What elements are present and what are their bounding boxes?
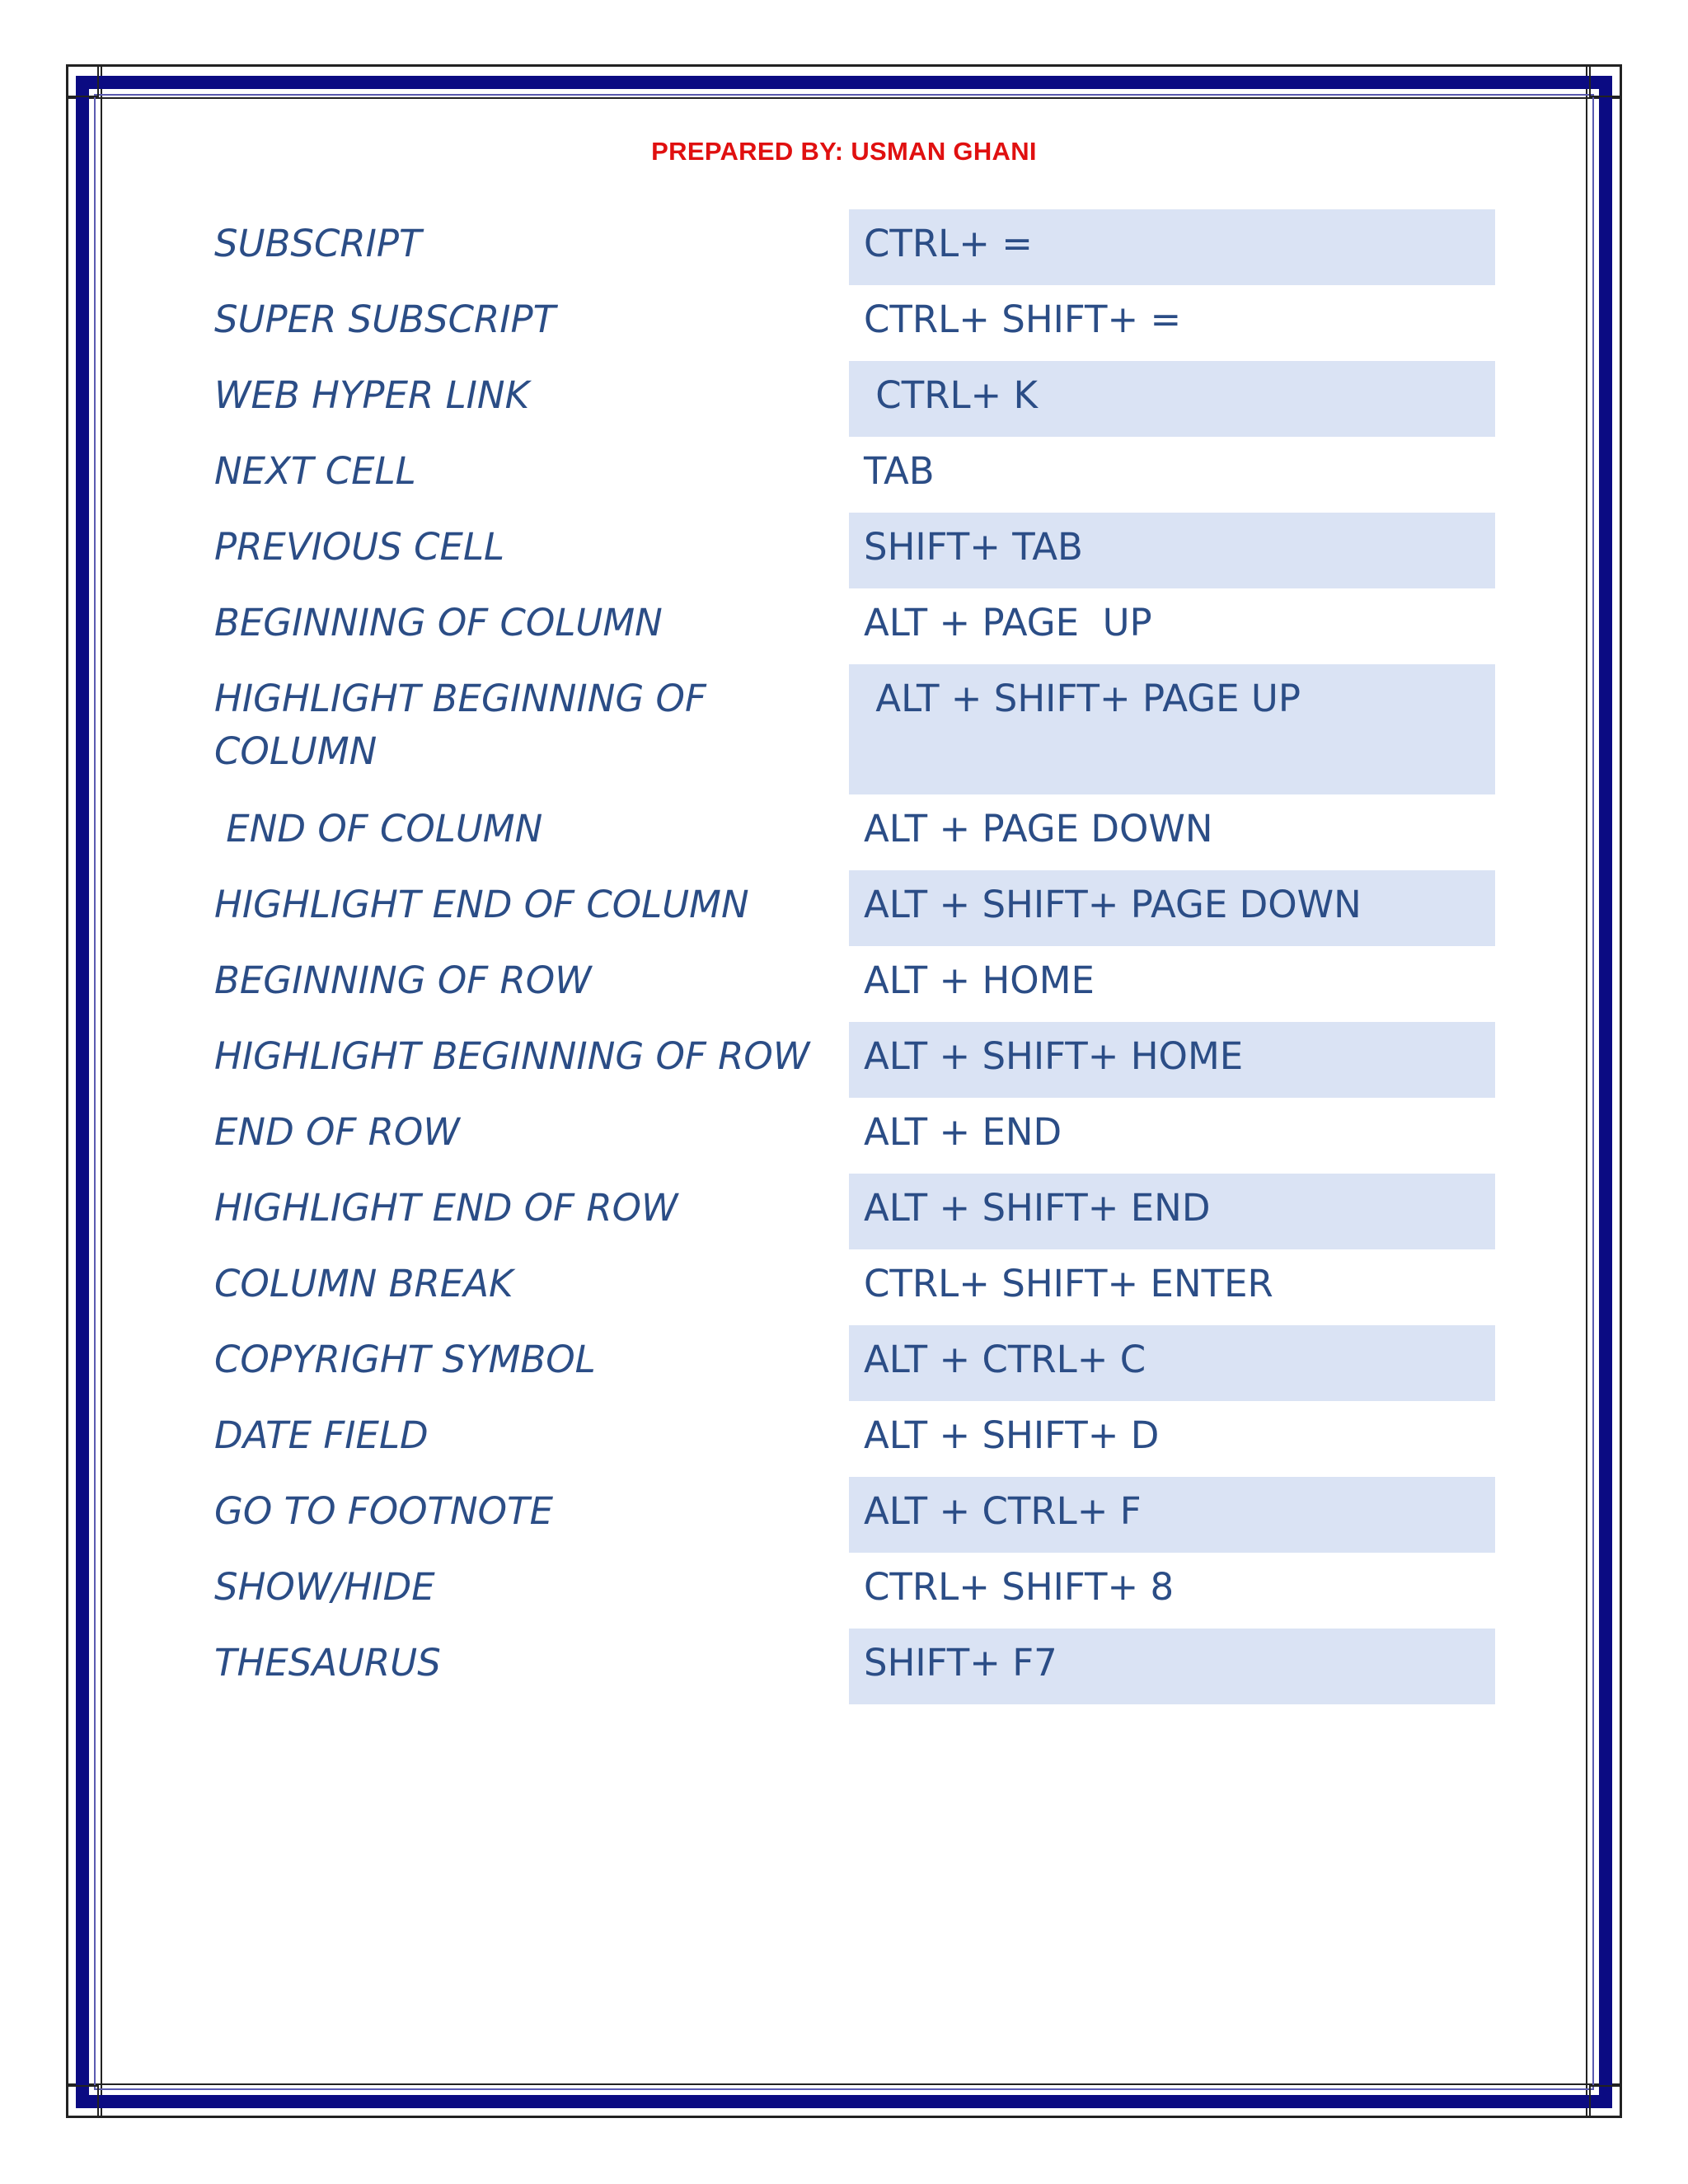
action-label: COLUMN BREAK bbox=[214, 1262, 513, 1305]
action-label: HIGHLIGHT BEGINNING OF ROW bbox=[214, 1034, 810, 1078]
action-label: PREVIOUS CELL bbox=[214, 525, 505, 569]
action-label: COPYRIGHT SYMBOL bbox=[214, 1338, 596, 1381]
table-row bbox=[203, 870, 1495, 946]
border-corner-top-left bbox=[66, 64, 99, 97]
action-label: BEGINNING OF COLUMN bbox=[214, 601, 663, 644]
action-label: GO TO FOOTNOTE bbox=[214, 1489, 554, 1533]
border-corner-bottom-left bbox=[66, 2085, 99, 2118]
table-row bbox=[203, 1249, 1495, 1325]
table-row bbox=[203, 1098, 1495, 1174]
table-row bbox=[203, 588, 1495, 664]
table-row bbox=[203, 1325, 1495, 1401]
shortcut-keys: CTRL+ SHIFT+ ENTER bbox=[864, 1262, 1273, 1305]
table-row bbox=[203, 513, 1495, 588]
action-label: WEB HYPER LINK bbox=[214, 373, 530, 417]
shortcut-keys: ALT + PAGE DOWN bbox=[864, 807, 1213, 851]
shortcut-keys: CTRL+ = bbox=[849, 209, 1495, 285]
shortcut-keys: ALT + SHIFT+ PAGE UP bbox=[849, 664, 1495, 794]
table-row bbox=[203, 946, 1495, 1022]
shortcut-keys: ALT + PAGE UP bbox=[864, 601, 1152, 644]
table-row bbox=[203, 437, 1495, 513]
shortcut-keys: ALT + CTRL+ C bbox=[849, 1325, 1495, 1401]
table-row bbox=[203, 1629, 1495, 1704]
shortcut-keys: ALT + SHIFT+ END bbox=[849, 1174, 1495, 1249]
shortcut-keys: ALT + CTRL+ F bbox=[849, 1477, 1495, 1553]
table-row bbox=[203, 361, 1495, 437]
action-label: SUBSCRIPT bbox=[214, 222, 422, 265]
action-label: SHOW/HIDE bbox=[214, 1565, 435, 1609]
action-label: HIGHLIGHT BEGINNING OF COLUMN bbox=[214, 677, 706, 773]
shortcut-keys: ALT + SHIFT+ PAGE DOWN bbox=[849, 870, 1495, 946]
shortcut-keys: ALT + SHIFT+ D bbox=[864, 1413, 1160, 1457]
shortcut-keys: SHIFT+ F7 bbox=[849, 1629, 1495, 1704]
table-row bbox=[203, 664, 1495, 794]
table-row bbox=[203, 1174, 1495, 1249]
action-label: END OF ROW bbox=[214, 1110, 460, 1154]
action-label: HIGHLIGHT END OF ROW bbox=[214, 1186, 678, 1230]
shortcut-keys: ALT + SHIFT+ HOME bbox=[849, 1022, 1495, 1098]
action-label: NEXT CELL bbox=[214, 449, 416, 493]
shortcut-keys: ALT + HOME bbox=[864, 958, 1095, 1002]
action-label: BEGINNING OF ROW bbox=[214, 958, 592, 1002]
page-header: PREPARED BY: USMAN GHANI bbox=[651, 137, 1037, 166]
table-row bbox=[203, 285, 1495, 361]
action-label: DATE FIELD bbox=[214, 1413, 429, 1457]
shortcut-keys: ALT + END bbox=[864, 1110, 1062, 1154]
action-label: THESAURUS bbox=[214, 1641, 441, 1685]
shortcut-keys: TAB bbox=[864, 449, 935, 493]
border-corner-top-right bbox=[1589, 64, 1622, 97]
action-label: HIGHLIGHT END OF COLUMN bbox=[214, 883, 749, 926]
action-label: END OF COLUMN bbox=[214, 807, 543, 851]
table-row bbox=[203, 1553, 1495, 1629]
table-row bbox=[203, 1477, 1495, 1553]
shortcut-keys: CTRL+ SHIFT+ = bbox=[864, 298, 1182, 341]
shortcut-keys: CTRL+ SHIFT+ 8 bbox=[864, 1565, 1175, 1609]
shortcut-keys: CTRL+ K bbox=[849, 361, 1495, 437]
action-label: SUPER SUBSCRIPT bbox=[214, 298, 556, 341]
table-row bbox=[203, 1022, 1495, 1098]
border-corner-bottom-right bbox=[1589, 2085, 1622, 2118]
table-row bbox=[203, 209, 1495, 285]
table-row bbox=[203, 794, 1495, 870]
table-row bbox=[203, 1401, 1495, 1477]
shortcut-table bbox=[203, 209, 1495, 1704]
shortcut-keys: SHIFT+ TAB bbox=[849, 513, 1495, 588]
